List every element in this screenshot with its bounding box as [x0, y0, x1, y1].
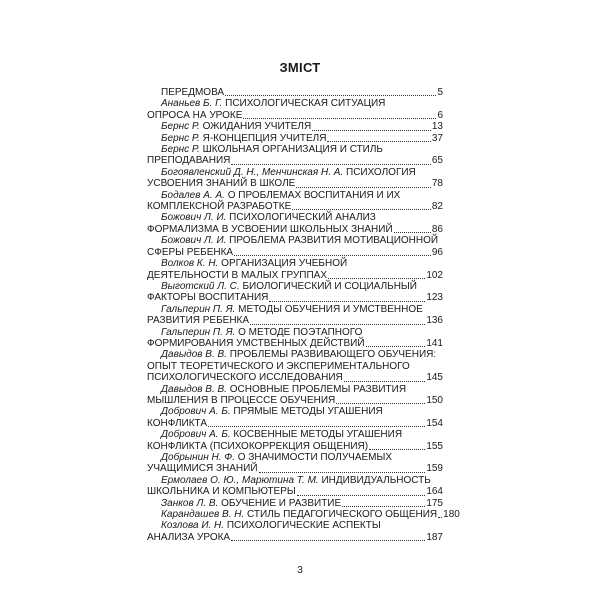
- toc-title-line: ПРЕПОДАВАНИЯ: [147, 155, 231, 167]
- dot-leader: [208, 426, 425, 427]
- toc-title-line: ОСНОВНЫЕ ПРОБЛЕМЫ РАЗВИТИЯ: [229, 383, 407, 395]
- toc-entry: [147, 452, 443, 475]
- toc-entry: [147, 509, 460, 521]
- toc-title-line: ПСИХОЛОГИЧЕСКАЯ СИТУАЦИЯ: [225, 98, 386, 110]
- dot-leader: [366, 346, 426, 347]
- dot-leader: [231, 164, 431, 165]
- toc-author: Богоявленский Д. Н., Менчинская Н. А.: [161, 166, 344, 178]
- toc-author: Гальперин П. Я.: [161, 326, 236, 338]
- toc-author: Ермолаев О. Ю., Марютина Т. М.: [161, 474, 319, 486]
- toc-author: Гальперин П. Я.: [161, 303, 236, 315]
- toc-title-line: ПРОБЛЕМЫ РАЗВИВАЮЩЕГО ОБУЧЕНИЯ:: [229, 349, 437, 361]
- toc-entry: [147, 235, 443, 258]
- toc-author: Божович Л. И.: [161, 235, 227, 247]
- toc-entry: [147, 327, 443, 350]
- toc-title-line: КОМПЛЕКСНОЙ РАЗРАБОТКЕ: [147, 201, 292, 213]
- toc-page-number: 86: [431, 223, 443, 235]
- toc-author: Божович Л. И.: [161, 212, 227, 224]
- page-number: 3: [297, 565, 303, 576]
- dot-leader: [234, 255, 431, 256]
- toc-title-line: КОНФЛИКТА (ПСИХОКОРРЕКЦИЯ ОБЩЕНИЯ): [147, 440, 369, 452]
- toc-entry: [147, 384, 443, 407]
- dot-leader: [243, 118, 436, 119]
- toc-author: Бернс Р.: [161, 144, 200, 156]
- toc-title-line: ОПРОСА НА УРОКЕ: [147, 109, 243, 121]
- toc-title-line: ПРЯМЫЕ МЕТОДЫ УГАШЕНИЯ: [233, 406, 383, 418]
- dot-leader: [269, 301, 425, 302]
- dot-leader: [250, 324, 425, 325]
- dot-leader: [327, 141, 430, 142]
- toc-page-number: 65: [431, 155, 443, 167]
- toc-page-number: 180: [443, 509, 460, 521]
- toc-entry: [147, 98, 443, 121]
- toc-page-number: 136: [426, 315, 443, 327]
- toc-entry: [147, 349, 443, 383]
- toc-page-number: 37: [431, 132, 443, 144]
- toc-title-line: КОСВЕННЫЕ МЕТОДЫ УГАШЕНИЯ: [233, 429, 403, 441]
- toc-title-line: РАЗВИТИЯ РЕБЕНКА: [147, 315, 250, 327]
- toc-author: Бодалев А. А.: [161, 189, 225, 201]
- toc-title-line: О ЗНАЧИМОСТИ ПОЛУЧАЕМЫХ: [237, 452, 393, 463]
- toc-author: Бернс Р.: [161, 132, 200, 144]
- toc-title-line: МЕТОДЫ ОБУЧЕНИЯ И УМСТВЕННОЕ: [238, 303, 423, 315]
- dot-leader: [225, 95, 436, 96]
- toc-title-line: ОРГАНИЗАЦИЯ УЧЕБНОЙ: [221, 258, 348, 270]
- toc-title-line: ФОРМИРОВАНИЯ УМСТВЕННЫХ ДЕЙСТВИЙ: [147, 337, 365, 349]
- toc-author: Добрович А. Б.: [161, 429, 231, 441]
- dot-leader: [296, 187, 431, 188]
- toc-entry: [147, 258, 443, 281]
- toc-page-number: 155: [426, 440, 443, 452]
- toc-page-number: 175: [426, 497, 443, 509]
- toc-title-line: ОПЫТ ТЕОРЕТИЧЕСКОГО И ЭКСПЕРИМЕНТАЛЬНОГО: [147, 360, 410, 372]
- toc-page-number: 164: [426, 486, 443, 498]
- toc-page-number: 5: [437, 87, 443, 98]
- toc-title-line: ПСИХОЛОГИЧЕСКИЙ АНАЛИЗ: [229, 212, 376, 224]
- toc-title-line: О МЕТОДЕ ПОЭТАПНОГО: [238, 326, 363, 338]
- toc-entry: [147, 87, 443, 98]
- toc-title-line: Я-КОНЦЕПЦИЯ УЧИТЕЛЯ: [202, 132, 327, 144]
- toc-entry: [147, 406, 443, 429]
- table-of-contents: [147, 87, 460, 543]
- toc-page-number: 150: [426, 394, 443, 406]
- toc-entry: [147, 144, 443, 167]
- toc-title-line: АНАЛИЗА УРОКА: [147, 531, 231, 543]
- toc-title-line: О ПРОБЛЕМАХ ВОСПИТАНИЯ И ИХ: [227, 189, 401, 201]
- toc-entry: [147, 520, 443, 543]
- dot-leader: [231, 540, 425, 541]
- toc-title-line: УЧАЩИМИСЯ ЗНАНИЙ: [147, 463, 258, 475]
- toc-title-line: ШКОЛЬНАЯ ОРГАНИЗАЦИЯ И СТИЛЬ: [202, 144, 383, 156]
- toc-author: Добрович А. Б.: [161, 406, 231, 418]
- toc-page-number: 154: [426, 417, 443, 429]
- toc-title-line: ПСИХОЛОГИЯ: [346, 166, 416, 178]
- toc-title-line: ДЕЯТЕЛЬНОСТИ В МАЛЫХ ГРУППАХ: [147, 269, 327, 281]
- toc-page-number: 123: [426, 292, 443, 304]
- toc-page-number: 159: [426, 463, 443, 475]
- toc-title-line: ФАКТОРЫ ВОСПИТАНИЯ: [147, 292, 269, 304]
- toc-page-number: 6: [437, 109, 443, 121]
- dot-leader: [297, 495, 426, 496]
- toc-entry: [147, 167, 443, 190]
- dot-leader: [259, 472, 426, 473]
- toc-title-line: ПЕРЕДМОВА: [161, 87, 225, 98]
- page-title: ЗМІСТ: [279, 60, 321, 75]
- toc-author: Бернс Р.: [161, 121, 200, 133]
- toc-page-number: 13: [431, 121, 443, 133]
- toc-author: Занков Л. В.: [161, 497, 219, 509]
- dot-leader: [336, 403, 425, 404]
- dot-leader: [369, 449, 425, 450]
- toc-author: Ананьев Б. Г.: [161, 98, 223, 110]
- toc-title-line: ПСИХОЛОГИЧЕСКИЕ АСПЕКТЫ: [226, 520, 381, 532]
- toc-title-line: СФЕРЫ РЕБЕНКА: [147, 246, 234, 258]
- dot-leader: [328, 278, 425, 279]
- toc-entry: [147, 212, 443, 235]
- toc-author: Козлова И. Н.: [161, 520, 225, 532]
- toc-page-number: 78: [431, 178, 443, 190]
- toc-title-line: ОБУЧЕНИЕ И РАЗВИТИЕ: [221, 497, 342, 509]
- toc-page-number: 145: [426, 372, 443, 384]
- toc-entry: [147, 429, 443, 452]
- toc-entry: [147, 498, 443, 509]
- toc-page-number: 96: [431, 246, 443, 258]
- toc-title-line: КОНФЛИКТА: [147, 417, 208, 429]
- dot-leader: [438, 517, 442, 518]
- toc-title-line: МЫШЛЕНИЯ В ПРОЦЕССЕ ОБУЧЕНИЯ: [147, 394, 336, 406]
- toc-entry: [147, 121, 443, 132]
- dot-leader: [292, 209, 431, 210]
- toc-author: Выготский Л. С.: [161, 280, 240, 292]
- toc-author: Карандашев В. Н.: [161, 509, 245, 521]
- toc-entry: [147, 133, 443, 144]
- toc-title-line: БИОЛОГИЧЕСКИЙ И СОЦИАЛЬНЫЙ: [242, 280, 417, 292]
- dot-leader: [342, 506, 425, 507]
- dot-leader: [344, 381, 426, 382]
- toc-page-number: 82: [431, 201, 443, 213]
- toc-entry: [147, 475, 443, 498]
- toc-author: Волков К. Н.: [161, 258, 219, 270]
- toc-author: Давыдов В. В.: [161, 383, 227, 395]
- toc-entry: [147, 281, 443, 304]
- toc-title-line: ШКОЛЬНИКА И КОМПЬЮТЕРЫ: [147, 486, 296, 498]
- toc-title-line: ФОРМАЛИЗМА В УСВОЕНИИ ШКОЛЬНЫХ ЗНАНИЙ: [147, 223, 393, 235]
- toc-title-line: ПРОБЛЕМА РАЗВИТИЯ МОТИВАЦИОННОЙ: [229, 235, 439, 247]
- toc-title-line: ОЖИДАНИЯ УЧИТЕЛЯ: [202, 121, 312, 133]
- toc-title-line: СТИЛЬ ПЕДАГОГИЧЕСКОГО ОБЩЕНИЯ: [247, 509, 438, 521]
- toc-title-line: ПСИХОЛОГИЧЕСКОГО ИССЛЕДОВАНИЯ: [147, 372, 343, 384]
- toc-entry: [147, 304, 443, 327]
- toc-title-line: УСВОЕНИЯ ЗНАНИЙ В ШКОЛЕ: [147, 178, 296, 190]
- toc-title-line: ИНДИВИДУАЛЬНОСТЬ: [321, 474, 431, 486]
- dot-leader: [312, 130, 431, 131]
- toc-author: Добрынин Н. Ф.: [161, 452, 235, 463]
- toc-author: Давыдов В. В.: [161, 349, 227, 361]
- dot-leader: [394, 232, 431, 233]
- toc-entry: [147, 190, 443, 213]
- toc-page-number: 141: [426, 337, 443, 349]
- toc-page-number: 187: [426, 531, 443, 543]
- toc-page-number: 102: [426, 269, 443, 281]
